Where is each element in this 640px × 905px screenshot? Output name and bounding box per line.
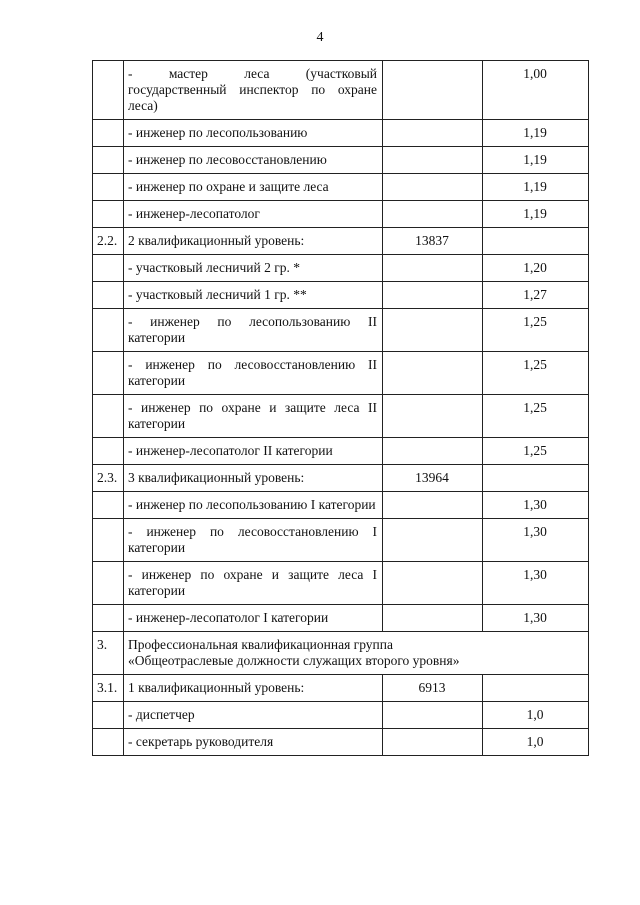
coefficient: 1,30: [483, 605, 589, 632]
group-title-line: «Общеотраслевые должности служащих второго уровня»: [128, 653, 460, 668]
table-row: [93, 282, 589, 309]
row-number: 3.1.: [93, 675, 124, 702]
coefficient: 1,20: [483, 255, 589, 282]
coefficient: 1,19: [483, 174, 589, 201]
coefficient: 1,25: [483, 309, 589, 352]
page-number: 4: [316, 30, 324, 45]
qualification-level: 1 квалификационный уровень:: [124, 675, 383, 702]
row-number: [93, 120, 124, 147]
base-salary: [383, 519, 483, 562]
table-row: [93, 492, 589, 519]
group-title-line: Профессиональная квалификационная группа: [128, 637, 393, 652]
row-number: 2.3.: [93, 465, 124, 492]
coefficient: 1,00: [483, 61, 589, 120]
position-name: - инженер по лесопользованию: [124, 120, 383, 147]
coefficient: 1,0: [483, 729, 589, 756]
row-number: [93, 605, 124, 632]
table-row: [93, 120, 589, 147]
base-salary: [383, 309, 483, 352]
table-row: [93, 562, 589, 605]
base-salary: [383, 147, 483, 174]
base-salary: [383, 255, 483, 282]
base-salary: 13837: [383, 228, 483, 255]
base-salary: [383, 61, 483, 120]
professional-group-title: [124, 632, 589, 675]
row-number: [93, 282, 124, 309]
table-row: [93, 255, 589, 282]
qualification-level: 2 квалификационный уровень:: [124, 228, 383, 255]
table-row: [93, 352, 589, 395]
base-salary: [383, 729, 483, 756]
base-salary: [383, 605, 483, 632]
row-number: 2.2.: [93, 228, 124, 255]
position-name: - инженер по лесовосстановлению II категории: [124, 352, 383, 395]
table-row: [93, 702, 589, 729]
coefficient: 1,25: [483, 352, 589, 395]
coefficient: 1,30: [483, 519, 589, 562]
position-name: - инженер-лесопатолог I категории: [124, 605, 383, 632]
row-number: [93, 395, 124, 438]
row-number: [93, 519, 124, 562]
row-number: [93, 562, 124, 605]
base-salary: [383, 174, 483, 201]
base-salary: [383, 120, 483, 147]
row-number: [93, 309, 124, 352]
coefficient: 1,27: [483, 282, 589, 309]
row-number: [93, 201, 124, 228]
position-name: - инженер по охране и защите леса I категории: [124, 562, 383, 605]
table-row-group-header: [93, 632, 589, 675]
table-row: [93, 729, 589, 756]
position-name: - инженер по лесовосстановлению: [124, 147, 383, 174]
position-name: - диспетчер: [124, 702, 383, 729]
position-name: - участковый лесничий 1 гр. **: [124, 282, 383, 309]
row-number: 3.: [93, 632, 124, 675]
table-row: [93, 519, 589, 562]
coefficient: 1,30: [483, 492, 589, 519]
position-name: - инженер по лесопользованию II категории: [124, 309, 383, 352]
base-salary: [383, 395, 483, 438]
position-name: - инженер-лесопатолог II категории: [124, 438, 383, 465]
table-row: [93, 675, 589, 702]
coefficient: [483, 465, 589, 492]
row-number: [93, 174, 124, 201]
table-row: [93, 61, 589, 120]
position-name: - инженер по лесовосстановлению I категории: [124, 519, 383, 562]
coefficient: 1,25: [483, 438, 589, 465]
coefficient: [483, 675, 589, 702]
position-name: - инженер по охране и защите леса: [124, 174, 383, 201]
row-number: [93, 702, 124, 729]
coefficient: [483, 228, 589, 255]
table-row: [93, 147, 589, 174]
base-salary: [383, 492, 483, 519]
position-name: - инженер-лесопатолог: [124, 201, 383, 228]
row-number: [93, 729, 124, 756]
position-name: - секретарь руководителя: [124, 729, 383, 756]
table-row: [93, 395, 589, 438]
coefficient: 1,19: [483, 120, 589, 147]
base-salary: 13964: [383, 465, 483, 492]
table-row: [93, 465, 589, 492]
base-salary: [383, 702, 483, 729]
base-salary: [383, 282, 483, 309]
base-salary: [383, 352, 483, 395]
qualification-table: [92, 60, 589, 756]
row-number: [93, 147, 124, 174]
position-name: - участковый лесничий 2 гр. *: [124, 255, 383, 282]
table-row: [93, 228, 589, 255]
qualification-level: 3 квалификационный уровень:: [124, 465, 383, 492]
row-number: [93, 61, 124, 120]
coefficient: 1,30: [483, 562, 589, 605]
coefficient: 1,19: [483, 201, 589, 228]
base-salary: [383, 438, 483, 465]
row-number: [93, 492, 124, 519]
coefficient: 1,25: [483, 395, 589, 438]
base-salary: 6913: [383, 675, 483, 702]
table-row: [93, 309, 589, 352]
position-name: - инженер по охране и защите леса II категории: [124, 395, 383, 438]
table-row: [93, 605, 589, 632]
coefficient: 1,19: [483, 147, 589, 174]
position-name: - инженер по лесопользованию I категории: [124, 492, 383, 519]
row-number: [93, 255, 124, 282]
table-row: [93, 174, 589, 201]
coefficient: 1,0: [483, 702, 589, 729]
row-number: [93, 438, 124, 465]
position-name: - мастер леса (участковый государственный инспектор по охране леса): [124, 61, 383, 120]
base-salary: [383, 201, 483, 228]
table-row: [93, 438, 589, 465]
row-number: [93, 352, 124, 395]
base-salary: [383, 562, 483, 605]
table-row: [93, 201, 589, 228]
